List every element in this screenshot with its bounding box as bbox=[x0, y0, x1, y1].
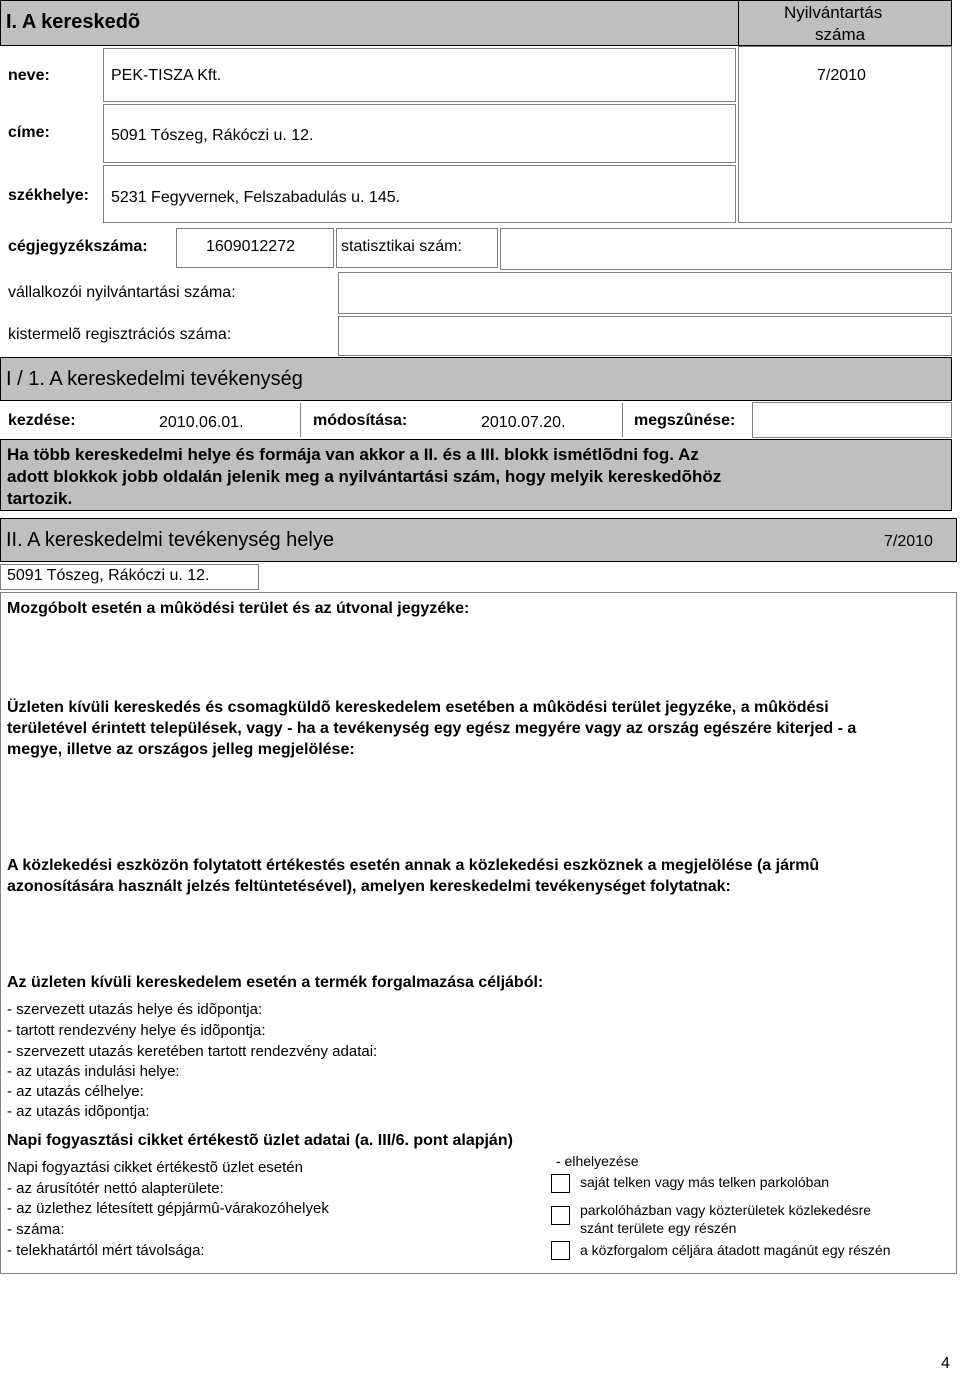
daily-item: Napi fogyaztási cikket értékestõ üzlet esetén bbox=[7, 1159, 303, 1176]
parking-title: - elhelyezése bbox=[556, 1153, 639, 1169]
registry-header: Nyilvántartás bbox=[784, 3, 883, 22]
end-label: megszûnése: bbox=[634, 412, 736, 429]
end-field bbox=[752, 402, 952, 438]
name-label: neve: bbox=[8, 67, 50, 84]
divider bbox=[622, 403, 623, 437]
parking-option-2-checkbox[interactable] bbox=[551, 1206, 570, 1225]
name-value: PEK-TISZA Kft. bbox=[111, 67, 222, 84]
outside-trade-item: - az utazás indulási helye: bbox=[7, 1063, 180, 1080]
entrepreneur-label: vállalkozói nyilvántartási száma: bbox=[8, 284, 236, 301]
outside-trade-item: - az utazás idõpontja: bbox=[7, 1103, 150, 1120]
parking-option-3: a közforgalom céljára átadott magánút egy részén bbox=[580, 1242, 891, 1258]
note-line-3: tartozik. bbox=[7, 489, 73, 508]
daily-item: - az árusítótér nettó alapterülete: bbox=[7, 1180, 224, 1197]
mobile-label: Mozgóbolt esetén a mûködési terület és az útvonal jegyzéke: bbox=[7, 600, 470, 617]
divider bbox=[300, 403, 301, 437]
stat-field bbox=[500, 228, 952, 270]
parking-option-1: saját telken vagy más telken parkolóban bbox=[580, 1174, 830, 1190]
outside-line-2: területével érintett települések, vagy - ha a tevékenység egy egész megyére vagy az ország egészére kiterjed - a bbox=[7, 720, 857, 737]
address-value: 5091 Tószeg, Rákóczi u. 12. bbox=[111, 127, 314, 144]
parking-option-2b: szánt területe egy részén bbox=[580, 1220, 737, 1236]
vehicle-line-1: A közlekedési eszközön folytatott értékestés esetén annak a közlekedési eszköznek a megjelölése (a jármû bbox=[7, 857, 820, 874]
section2-registry-number: 7/2010 bbox=[884, 533, 933, 550]
seat-value: 5231 Fegyvernek, Felszabadulás u. 145. bbox=[111, 189, 401, 206]
section1-title: I. A kereskedõ bbox=[6, 11, 141, 33]
daily-item: - telekhatártól mért távolsága: bbox=[7, 1242, 205, 1259]
section1-1-title: I / 1. A kereskedelmi tevékenység bbox=[6, 368, 303, 390]
outside-trade-item: - szervezett utazás helye és idõpontja: bbox=[7, 1001, 263, 1018]
outside-line-3: megye, illetve az országos jelleg megjelölése: bbox=[7, 741, 355, 758]
mod-value: 2010.07.20. bbox=[481, 414, 566, 431]
registry-number: 7/2010 bbox=[817, 67, 866, 84]
address-label: címe: bbox=[8, 124, 50, 141]
note-line-1: Ha több kereskedelmi helye és formája van akkor a II. és a III. blokk ismétlõdni fog. Az bbox=[7, 445, 699, 464]
daily-item: - száma: bbox=[7, 1221, 65, 1238]
parking-option-2a: parkolóházban vagy közterületek közlekedésre bbox=[580, 1202, 872, 1218]
daily-title: Napi fogyasztási cikket értékestõ üzlet adatai (a. III/6. pont alapján) bbox=[7, 1132, 513, 1149]
parking-option-3-checkbox[interactable] bbox=[551, 1241, 570, 1260]
page-number: 4 bbox=[941, 1355, 950, 1372]
company-reg-value: 1609012272 bbox=[206, 238, 295, 255]
note-line-2: adott blokkok jobb oldalán jelenik meg a nyilvántartási szám, hogy melyik kereskedõhöz bbox=[7, 467, 722, 486]
section2-address: 5091 Tószeg, Rákóczi u. 12. bbox=[7, 567, 210, 584]
start-value: 2010.06.01. bbox=[159, 414, 244, 431]
section2-title: II. A kereskedelmi tevékenység helye bbox=[6, 529, 334, 551]
daily-item: - az üzlethez létesített gépjármû-várakozóhelyek bbox=[7, 1200, 329, 1217]
start-label: kezdése: bbox=[8, 412, 76, 429]
parking-option-1-checkbox[interactable] bbox=[551, 1174, 570, 1193]
outside-trade-item: - tartott rendezvény helye és idõpontja: bbox=[7, 1022, 266, 1039]
smallholder-label: kistermelõ regisztrációs száma: bbox=[8, 326, 232, 343]
entrepreneur-field bbox=[338, 272, 952, 314]
registry-header-2: száma bbox=[815, 25, 866, 44]
outside-trade-item: - az utazás célhelye: bbox=[7, 1083, 144, 1100]
outside-trade-item: - szervezett utazás keretében tartott rendezvény adatai: bbox=[7, 1043, 378, 1060]
mod-label: módosítása: bbox=[313, 412, 408, 429]
seat-label: székhelye: bbox=[8, 187, 89, 204]
outside-trade-title: Az üzleten kívüli kereskedelem esetén a termék forgalmazása céljából: bbox=[7, 974, 544, 991]
vehicle-line-2: azonosítására használt jelzés feltüntetésével), amelyen kereskedelmi tevékenységet folytatnak: bbox=[7, 878, 731, 895]
stat-label: statisztikai szám: bbox=[341, 238, 462, 255]
company-reg-label: cégjegyzékszáma: bbox=[8, 238, 148, 255]
outside-line-1: Üzleten kívüli kereskedés és csomagküldõ kereskedelem esetében a mûködési terület jegyzéke, a mûködési bbox=[7, 699, 829, 716]
smallholder-field bbox=[338, 316, 952, 356]
